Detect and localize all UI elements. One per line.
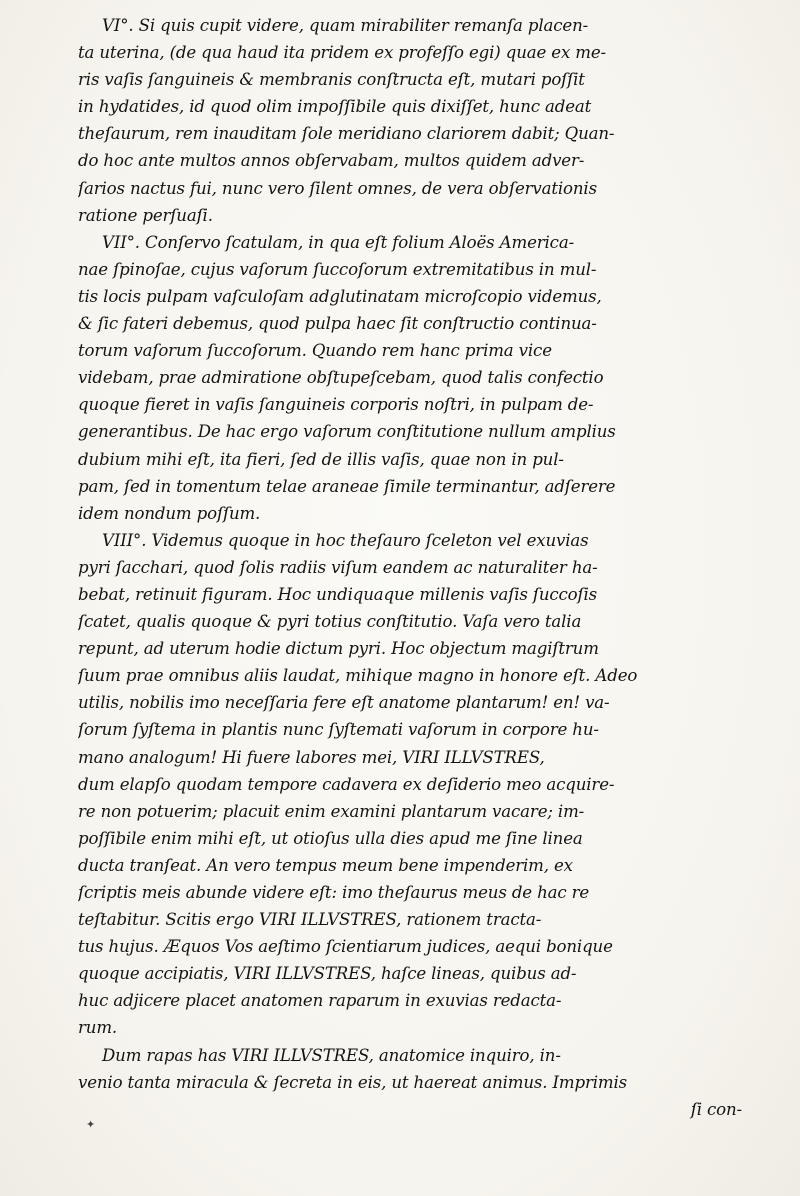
text-line: do hoc ante multos annos obſervabam, multos quidem adver- [78, 151, 585, 171]
text-line: VIII°. Videmus quoque in hoc theſauro ſceleton vel exuvias [102, 530, 589, 550]
text-line: pam, ſed in tomentum telae araneae ſimile terminantur, adſerere [78, 476, 616, 496]
ink-speck-icon: ✦ [86, 1118, 96, 1131]
text-line: utilis, nobilis imo neceſſaria fere eſt anatome plantarum! en! va- [78, 693, 610, 713]
text-line: videbam, prae admiratione obſtupeſcebam, quod talis confectio [78, 368, 604, 388]
text-line: venio tanta miracula & ſecreta in eis, ut haereat animus. Imprimis [78, 1072, 628, 1092]
text-line: bebat, retinuit figuram. Hoc undiquaque millenis vaſis ſuccoſis [78, 584, 598, 604]
text-line: ta uterina, (de qua haud ita pridem ex profeſſo egi) quae ex me- [78, 43, 606, 63]
text-line: tis locis pulpam vaſculoſam adglutinatam microſcopio videmus, [78, 286, 602, 306]
text-line: quoque fieret in vaſis ſanguineis corporis noſtri, in pulpam de- [78, 395, 594, 415]
text-line: ratione perſuaſi. [78, 205, 213, 225]
text-line: huc adjicere placet anatomen raparum in exuvias redacta- [78, 991, 562, 1011]
text-line: generantibus. De hac ergo vaſorum conſtitutione nullum amplius [78, 422, 616, 442]
text-line: ſorum ſyſtema in plantis nunc ſyſtemati vaſorum in corpore hu- [78, 720, 599, 740]
text-line: ſcatet, qualis quoque & pyri totius conſtitutio. Vaſa vero talia [78, 612, 582, 632]
text-line: repunt, ad uterum hodie dictum pyri. Hoc objectum magiſtrum [78, 639, 599, 659]
catchword: ſi con- [690, 1099, 742, 1119]
text-line: dubium mihi eſt, ita fieri, ſed de illis vaſis, quae non in pul- [78, 449, 564, 469]
text-line: pyri ſacchari, quod ſolis radiis viſum eandem ac naturaliter ha- [78, 557, 598, 577]
text-line: VI°. Si quis cupit videre, quam mirabiliter remanſa placen- [102, 16, 589, 35]
text-line: nae ſpinoſae, cujus vaſorum ſuccoſorum extremitatibus in mul- [78, 259, 597, 279]
paragraph-dum [78, 1042, 778, 1096]
text-line: rum. [78, 1018, 118, 1038]
text-line: ſuum prae omnibus aliis laudat, mihique magno in honore eſt. Adeo [78, 666, 638, 686]
text-line: torum vaſorum ſuccoſorum. Quando rem hanc prima vice [78, 341, 552, 361]
paragraph-vi [78, 12, 778, 229]
text-line: tus hujus. Æquos Vos aeſtimo ſcientiarum judices, aequi bonique [78, 937, 613, 957]
text-line: poſſibile enim mihi eſt, ut otioſus ulla dies apud me ſine linea [78, 828, 583, 848]
text-line: ſarios nactus fui, nunc vero ſilent omnes, de vera obſervationis [78, 178, 597, 198]
text-line: mano analogum! Hi fuere labores mei, VIRI ILLVSTRES, [78, 747, 545, 767]
page-text-block [78, 12, 778, 1123]
text-line: ducta tranſeat. An vero tempus meum bene impenderim, ex [78, 855, 573, 875]
text-line: theſaurum, rem inauditam ſole meridiano clariorem dabit; Quan- [78, 124, 615, 144]
text-line: ſcriptis meis abunde videre eſt: imo theſaurus meus de hac re [78, 883, 590, 902]
paragraph-vii [78, 229, 778, 527]
text-line: idem nondum poſſum. [78, 503, 261, 523]
paragraph-viii [78, 527, 778, 1042]
text-line: Dum rapas has VIRI ILLVSTRES, anatomice inquiro, in- [102, 1045, 561, 1065]
text-line: & ſic fateri debemus, quod pulpa haec ſit conſtructio continua- [78, 314, 597, 334]
text-line: ris vaſis ſanguineis & membranis conſtructa eſt, mutari poſſit [78, 70, 585, 90]
text-line: in hydatides, id quod olim impoſſibile quis dixiſſet, hunc adeat [78, 97, 592, 117]
text-line: teſtabitur. Scitis ergo VIRI ILLVSTRES, rationem tracta- [78, 910, 542, 930]
text-line: VII°. Conſervo ſcatulam, in qua eſt folium Aloës America- [102, 232, 575, 252]
text-line: dum elapſo quodam tempore cadavera ex deſiderio meo acquire- [78, 774, 615, 794]
text-line: re non potuerim; placuit enim examini plantarum vacare; im- [78, 801, 585, 821]
text-line: quoque accipiatis, VIRI ILLVSTRES, haſce lineas, quibus ad- [78, 964, 577, 984]
